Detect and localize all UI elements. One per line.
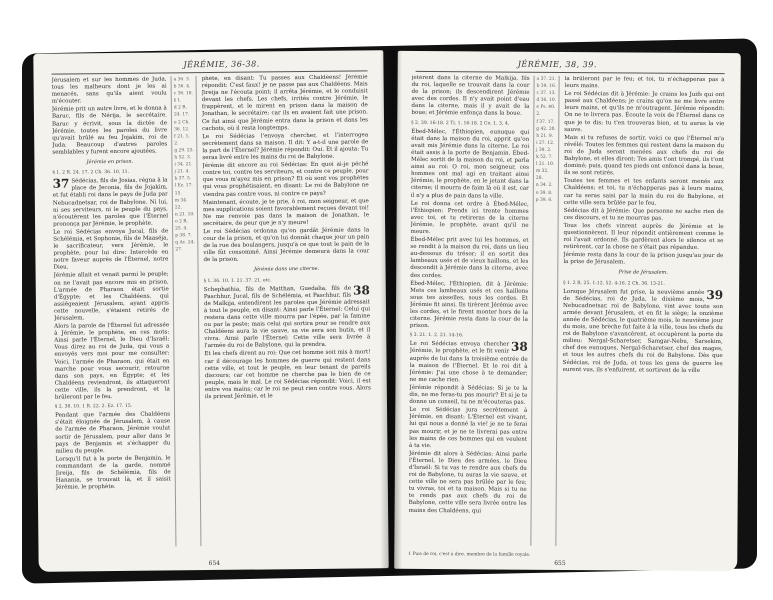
left-reference-column (171, 76, 202, 546)
reference-entry: e Ps. 40. 2. (536, 105, 556, 118)
chapter-number: 37 (52, 176, 70, 191)
section-heading: Prise de Jérusalem. (618, 269, 668, 277)
verse-text: Lorsqu'il fut à la porte de Benjamin, le commandant de la garde, nommé Jireija, fils de Schélémia, fils de Hanania, se trouvait là, et il saisit Jérémie, le prophète. (55, 455, 171, 491)
reference-entry: f 37. 17. (536, 119, 555, 125)
footnote: 1 Puis de roi, c'est à dire, membre de la famille royale. (408, 551, 531, 558)
verse-text: Jérémie prit un autre livre, et le donna à Baruc, fils de Nérija, le secrétaire. Baruc y écrivit, sous la dictée de Jérémie, toutes les paroles du livre qu'avait brûlé au feu Jojakim, roi de Juda. Beaucoup d'autres paroles semblables y furent encore ajoutées. (51, 105, 168, 156)
reference-entry: d 36. 10. (536, 98, 557, 104)
verse-text: Jérémie resta dans la cour de la prison jusqu'au jour de la prise de Jérusalem. (563, 252, 724, 266)
cross-reference: § 2. 38. 10. 1 R. 22. 2. Ez. 17. 15. (54, 403, 133, 410)
reference-entry: c 36. 18. (173, 91, 193, 97)
reference-entry: h 21. 9. (536, 133, 554, 139)
verse-text: Ébed-Mélec, l'Éthiopien, eunuque qui était dans la maison du roi, apprit qu'on avait mis Jérémie dans la citerne. Le roi était assis à la porte de Benjamin. Ébed-Mélec sortit de la maison du roi, et parla ainsi au roi: O roi, mon seigneur, ces hommes ont mal agi en traitant ainsi Jérémie, le prophète, en le jetant dans la citerne; il mourra de faim là où il est, car il n'y a plus de pain dans la ville. (410, 128, 530, 200)
reference-entry: i 27. 12. (536, 140, 555, 146)
verse-text: Le roi Sédécias l'envoya chercher, et l'interrogea secrètement dans sa maison. Il dit: Y a-t-il une parole de la part de l'Éternel? Jérémie répondit: Oui. Et il ajouta: Tu seras livré entre les mains du roi de Babylone. (202, 132, 369, 162)
right-column-b (561, 76, 724, 547)
cross-reference: § 1. 36. 10. 1. 21. 37. 21. etc. (203, 277, 272, 284)
reference-entry: j 21. 4. (174, 169, 190, 175)
reference-entry: j 39. 2. (536, 147, 552, 153)
verse-text: Alors la parole de l'Éternel fut adressée à Jérémie, le prophète, en ces mots: Ainsi parle l'Éternel, le Dieu d'Israël: Vous direz au roi de Juda, qui vous a envoyés vers moi pour me consulter: Voici, l'armée de Pharaon, qui était en marche pour vous secourir, retourne dans son pays, en Égypte; et les Chaldéens reviendront, ils attaqueront cette ville, ils la prendront, et la brûleront par le feu. (54, 322, 170, 401)
verse-text: Jérémie dit alors à Sédécias: Ainsi parle l'Éternel, le Dieu des armées, le Dieu d'Israël: Si tu vas te rendre aux chefs du roi de Babylone, tu auras la vie sauve, et cette ville ne sera pas brûlée par le feu; tu vivras, toi et ta maison. Mais si tu ne te rends pas aux chefs du roi de Babylone, cette ville sera livrée entre les mains des Chaldéens, qui (408, 450, 528, 514)
reference-entry: p 38. 7. (175, 233, 193, 239)
reference-entry: o 39. 8. (535, 190, 553, 196)
verse-text: Maintenant, écoute, je te prie, ô roi, mon seigneur, et que mes supplications soient favorablement reçues devant toi! Ne me renvoie pas dans la maison de Jonathan, le secrétaire, de peur que je n'y meure! (202, 197, 370, 227)
section-heading: Jérémie en prison. (86, 158, 134, 166)
right-reference-column (530, 76, 559, 546)
section-heading: Jérémie dans une citerne. (253, 266, 320, 273)
verse-text: 37 Sédécias, fils de Josias, régna à la place de Jeconia, fils de Jojakim, et fut établi roi dans le pays de Juda par Nebucadnetsar, roi de Babylone. Ni lui, ni ses serviteurs, ni le peuple du pays, n'écoutèrent les paroles que l'Éternel prononça par Jérémie, le prophète. (52, 176, 169, 228)
reference-entry: b 36. 4. (173, 84, 191, 90)
chapter-number: 38 (353, 282, 370, 298)
reference-entry: q Ac. 24. 27. (175, 240, 195, 253)
verse-text: Tous les chefs vinrent auprès de Jérémie et le questionnèrent. Il leur répondit entièrement comme le roi l'avait ordonné. Ils gardèrent alors le silence et se retirèrent, car la chose ne s'était pas répandue. (563, 222, 724, 252)
reference-entry: l Ez. 17. 15. (174, 183, 193, 196)
reference-entry: i 34. 21. (174, 162, 193, 168)
left-page (33, 50, 388, 572)
reference-entry: n 21. 10. (174, 211, 195, 218)
verse-text: Jérusalem et sur les hommes de Juda, tous les malheurs dont je les ai menacés, sans qu'ils aient voulu m'écouter. (51, 76, 167, 105)
reference-entry: c 37. 13. (536, 90, 556, 97)
reference-entry: g 29. 25. (174, 148, 194, 154)
right-page (394, 51, 741, 571)
page-number: 655 (554, 559, 566, 567)
verse-text: Pendant que l'armée des Chaldéens s'était éloignée de Jérusalem, à cause de l'armée de Pharaon, Jérémie voulut sortir de Jérusalem, pour aller dans le pays de Benjamin et s'échapper du milieu du peuple. (55, 411, 171, 455)
verse-text: 39 Lorsque Jérusalem fut prise, la neuvième année de Sédécias, roi de Juda, le dixième mois, Nebucadnetsar, roi de Babylone, vint avec toute son armée devant Jérusalem, et en fit le siège; la onzième année de Sédécias, le quatrième mois, le neuvième jour du mois, une brèche fut faite à la ville, tous les chefs du roi de Babylone s'avancèrent, et occupèrent la porte du milieu: Nergal-Scharetser, Samgar-Nebu, Sarsekim, chef des eunuques, Nergal-Scharetser, chef des mages, et tous les autres chefs du roi de Babylone. Dès que Sédécias, roi de Juda, et tous les gens de guerre les eurent vus, ils s'enfuirent, et sortirent de la ville (562, 287, 724, 374)
verse-text: la brûleront par le feu; et toi, tu n'échapperas pas à leurs mains. (564, 75, 725, 90)
cross-reference: § 1. 2 R. 24. 17. 2 Ch. 36. 10, 11. (52, 169, 130, 176)
right-running-head: JÉRÉMIE, 38, 39. (517, 59, 597, 70)
reference-entry: a 36. 3. (173, 77, 191, 83)
reference-entry: l 21. 10. (536, 161, 555, 168)
cross-reference: § 2. 39. 16-18. 2 Ti. 1. 16-18. 2 Co. 1. 3, 4. (411, 120, 510, 127)
reference-entry: n 34. 2. (535, 183, 553, 189)
verse-text: Jérémie dit encore au roi Sédécias: En quoi ai-je péché contre toi, contre tes serviteurs, et contre ce peuple, pour que vous m'ayez mis en prison? Et où sont vos prophètes qui vous prophétisaient, en disant: Le roi de Babylone ne viendra pas contre vous, ni contre ce pays? (202, 161, 369, 198)
reference-entry: a 37. 21. (536, 76, 557, 82)
verse-text: Jérémie allait et venait parmi le peuple; on ne l'avait pas encore mis en prison. L'armée de Pharaon était sortie d'Égypte; et les Chaldéens, qui assiégeaient Jérusalem, ayant appris cette nouvelle, s'étaient retirés de Jérusalem. (53, 271, 170, 322)
verse-text: Sédécias dit à Jérémie: Que personne ne sache rien de ces discours, et tu ne mourras pas. (563, 207, 724, 222)
book-gutter-shadow (380, 50, 402, 574)
verse-text: Le roi Sédécias envoya Jucal, fils de Schélémia, et Sophonie, fils de Maaséja, le sacrificateur, vers Jérémie, le prophète, pour lui dire: Intercède en notre faveur auprès de l'Éternel, notre Dieu. (53, 228, 169, 271)
reference-entry: g 42. 20. (536, 126, 556, 132)
reference-entry: m 32. 28. (535, 168, 549, 182)
verse-text: Le roi donna cet ordre à Ébed-Mélec, l'Éthiopien: Prends ici trente hommes avec toi, et tu retireras de la citerne Jérémie, le prophète, avant qu'il ne meure. (410, 200, 529, 236)
left-running-head: JÉRÉMIE, 36-38. (183, 59, 260, 70)
verse-text: Ébed-Mélec prit avec lui les hommes, et se rendit à la maison du roi, dans un lieu au-dessous du trésor; il en sortit des lambeaux usés et de vieux haillons, et les descendit à Jérémie dans la citerne, avec des cordes. (410, 236, 529, 279)
header-rule (416, 71, 725, 74)
verse-text: Ébed-Mélec, l'Éthiopien, dit à Jérémie: Mets ces lambeaux usés et ces haillons sous tes aisselles, sous les cordes. Et Jérémie fit ainsi. Ils tirèrent Jérémie avec les cordes, et le firent monter hors de la citerne. Jérémie resta dans la cour de la prison. (409, 280, 529, 330)
verse-text: phète, en disant: Tu passes aux Chaldéens! Jérémie répondit: C'est faux! je ne passe pas aux Chaldéens. Mais Jireija ne l'écouta point; il arrêta Jérémie, et le conduisit devant les chefs. Les chefs, irrités contre Jérémie, le frappèrent, et le mirent en prison dans la maison de Jonathan, le secrétaire; car ils en avaient fait une prison. Ce fut ainsi que Jérémie entra dans la prison et dans les cachots, où il resta longtemps. (201, 74, 369, 132)
reference-entry: b 39. 16. (536, 83, 557, 90)
reference-entry: h 52. 3. (174, 155, 192, 161)
reference-entry: k 52. 7. (536, 154, 553, 160)
verse-text: 38 Schephathia, fils de Matthan, Guedalia, fils de Paschhur, Jucal, fils de Schélémia, et Paschhur, fils de Malkija, entendirent les paroles que Jérémie adressait à tout le peuple, en disant: Ainsi parle l'Éternel: Celui qui restera dans cette ville mourra par l'épée, par la famine ou par la peste; mais celui qui sortira pour se rendre aux Chaldéens aura la vie sauve, sa vie sera son butin, et il vivra. Ainsi parle l'Éternel: Cette ville sera livrée à l'armée du roi de Babylone, qui la prendra. (203, 282, 371, 350)
verse-text: Et les chefs dirent au roi: Que cet homme soit mis à mort! car il décourage les hommes de guerre qui restent dans cette ville, et tout le peuple, en leur tenant de pareils discours; car cet homme ne cherche pas le bien de ce peuple, mais le mal. Le roi Sédécias répondit: Voici, il est entre vos mains; car le roi ne peut rien contre vous. Alors ils prirent Jérémie, et le (204, 349, 371, 401)
verse-text: Le roi Sédécias dit à Jérémie: Je crains les Juifs qui ont passé aux Chaldéens; je crains qu'on ne me livre entre leurs mains, et qu'ils ne m'outragent. Jérémie répondit: On ne te livrera pas. Écoute la voix de l'Éternel dans ce que je te dis; tu t'en trouveras bien, et tu auras la vie sauve. (564, 91, 725, 133)
reference-entry: m 34. 22. (174, 197, 188, 211)
page-number: 654 (208, 559, 221, 568)
verse-text: Jérémie répondit à Sédécias: Si je te la dis, ne me feras-tu pas mourir? Et si je te donne un conseil, tu ne m'écouteras pas. (409, 384, 528, 406)
right-column-a (408, 75, 529, 546)
reference-entry: § 1. (173, 98, 182, 104)
cross-reference: § 3. 21. 1. 2. 21. 14-16. (409, 333, 464, 339)
reference-entry: d 2 R. 24. 17. (173, 105, 190, 118)
verse-text: 38 Le roi Sédécias envoya chercher Jérémie, le prophète, et le fit venir auprès de lui dans la troisième entrée de la maison de l'Éternel. Et le roi dit à Jérémie: J'ai une chose à te demander; ne me cache rien. (409, 339, 528, 384)
reference-entry: p 39. 6. (535, 197, 553, 203)
left-column-b (202, 74, 373, 546)
reference-entry: k 37. 5. (174, 176, 192, 182)
reference-entry: e 2 Ch. 36. 12. (173, 119, 190, 133)
cross-reference: § 1. 2 R. 25. 1-12. 52. 4-16. 2 Ch. 36. 13-21. (563, 280, 665, 287)
chapter-number: 38 (510, 339, 528, 355)
verse-text: Mais si tu refuses de sortir, voici ce que l'Éternel m'a révélé: Toutes les femmes qui restent dans la maison du roi de Juda seront menées aux chefs du roi de Babylone, et elles diront: Tes amis t'ont trompé, ils t'ont dominé; puis, quand tes pieds ont enfoncé dans la boue, ils se sont retirés. (563, 134, 725, 177)
chapter-number: 39 (706, 287, 724, 302)
left-column-a (52, 76, 172, 547)
verse-text: Le roi Sédécias jura secrètement à Jérémie, en disant: L'Éternel est vivant, lui qui nous a donné la vie! je ne te ferai pas mourir, et je ne te livrerai pas entre les mains de ces hommes qui en veulent à ta vie. (409, 407, 528, 449)
reference-entry: o 2 R. 25. 4. (175, 219, 189, 232)
verse-text: Le roi Sédécias ordonna qu'on gardât Jérémie dans la cour de la prison, et qu'on lui donnât chaque jour un pain de la rue des boulangers, jusqu'à ce que tout le pain de la ville fût consommé. Ainsi Jérémie demeura dans la cour de la prison. (203, 227, 370, 264)
verse-text: Toutes tes femmes et tes enfants seront menés aux Chaldéens; et toi, tu n'échapperas pas à leurs mains, car tu seras saisi par la main du roi de Babylone, et cette ville sera brûlée par le feu. (563, 178, 724, 207)
reference-entry: f 21. 1, 2. (174, 133, 190, 147)
verse-text: jetèrent dans la citerne de Malkija, fils du roi, laquelle se trouvait dans la cour de la prison; ils descendirent Jérémie avec des cordes. Il n'y avait point d'eau dans la citerne, mais il y avait de la boue; et Jérémie enfonça dans la boue. (411, 74, 530, 118)
